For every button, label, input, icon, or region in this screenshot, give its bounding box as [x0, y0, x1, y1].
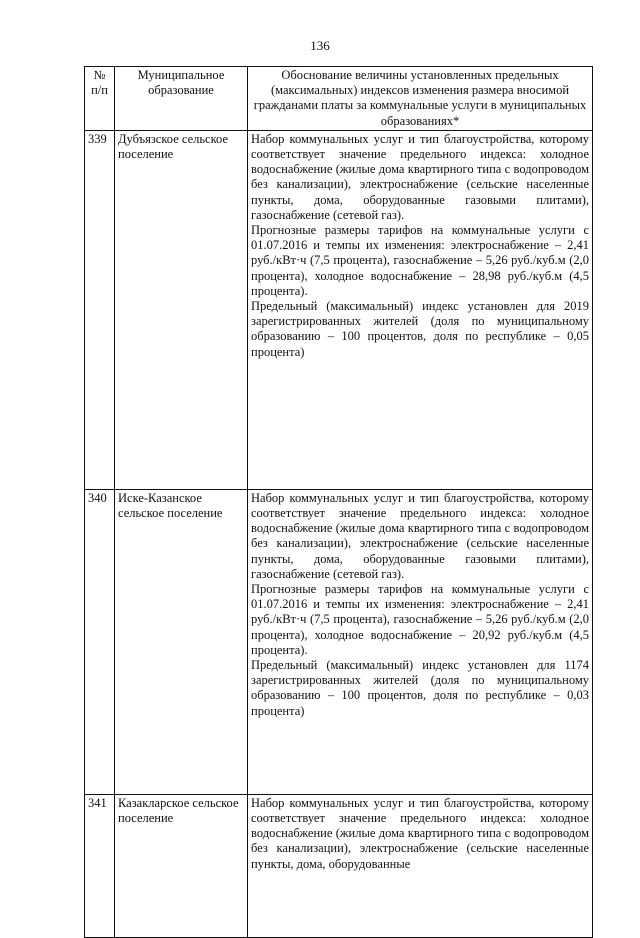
tariff-index-table — [84, 66, 593, 938]
justification-paragraph: Предельный (максимальный) индекс установлен для 1174 зарегистрированных жителей (доля по муниципальному образованию – 100 процентов, доля по республике – 0,03 процента) — [251, 658, 589, 718]
justification-paragraph: Набор коммунальных услуг и тип благоустройства, которому соответствует значение предельного индекса: холодное водоснабжение (жилые дома квартирного типа с водопроводом без канализации), электроснабжение (сельские населенные пункты, дома, оборудованные — [251, 795, 589, 871]
header-justification: Обоснование величины установленных предельных (максимальных) индексов изменения размера вносимой гражданами платы за коммунальные услуги в муниципальных образованиях* — [248, 67, 593, 131]
table-header-row — [85, 67, 593, 131]
justification-paragraph: Набор коммунальных услуг и тип благоустройства, которому соответствует значение предельного индекса: холодное водоснабжение (жилые дома квартирного типа с водопроводом без канализации), электроснабжение (сельские населенные пункты, дома, оборудованные газовыми плитами), газоснабжение (сетевой газ). — [251, 131, 589, 222]
row-number: 341 — [85, 794, 115, 937]
justification-paragraph: Прогнозные размеры тарифов на коммунальные услуги с 01.07.2016 и темпы их изменения: электроснабжение – 2,41 руб./кВт·ч (7,5 процента), газоснабжение – 5,26 руб./куб.м (2,0 процента), холодное водоснабжение – 28,98 руб./куб.м (4,5 процента). — [251, 223, 589, 298]
table-row — [85, 794, 593, 937]
row-municipality: Дубъязское сельское поселение — [115, 130, 248, 489]
row-number: 339 — [85, 130, 115, 489]
header-number: № п/п — [85, 67, 115, 131]
row-number: 340 — [85, 489, 115, 794]
table-row — [85, 489, 593, 794]
justification-paragraph: Предельный (максимальный) индекс установлен для 2019 зарегистрированных жителей (доля по муниципальному образованию – 100 процентов, доля по республике – 0,05 процента) — [251, 299, 589, 359]
row-justification — [248, 489, 593, 794]
row-municipality: Иске-Казанское сельское поселение — [115, 489, 248, 794]
header-municipality: Муниципальное образование — [115, 67, 248, 131]
justification-paragraph: Прогнозные размеры тарифов на коммунальные услуги с 01.07.2016 и темпы их изменения: электроснабжение – 2,41 руб./кВт·ч (7,5 процента), газоснабжение – 5,26 руб./куб.м (2,0 процента), холодное водоснабжение – 20,92 руб./куб.м (4,5 процента). — [251, 582, 589, 657]
page-number: 136 — [310, 38, 330, 53]
row-justification — [248, 794, 593, 937]
row-municipality: Казакларское сельское поселение — [115, 794, 248, 937]
table-row — [85, 130, 593, 489]
justification-paragraph: Набор коммунальных услуг и тип благоустройства, которому соответствует значение предельного индекса: холодное водоснабжение (жилые дома квартирного типа с водопроводом без канализации), электроснабжение (сельские населенные пункты, дома, оборудованные газовыми плитами), газоснабжение (сетевой газ). — [251, 490, 589, 581]
row-justification — [248, 130, 593, 489]
